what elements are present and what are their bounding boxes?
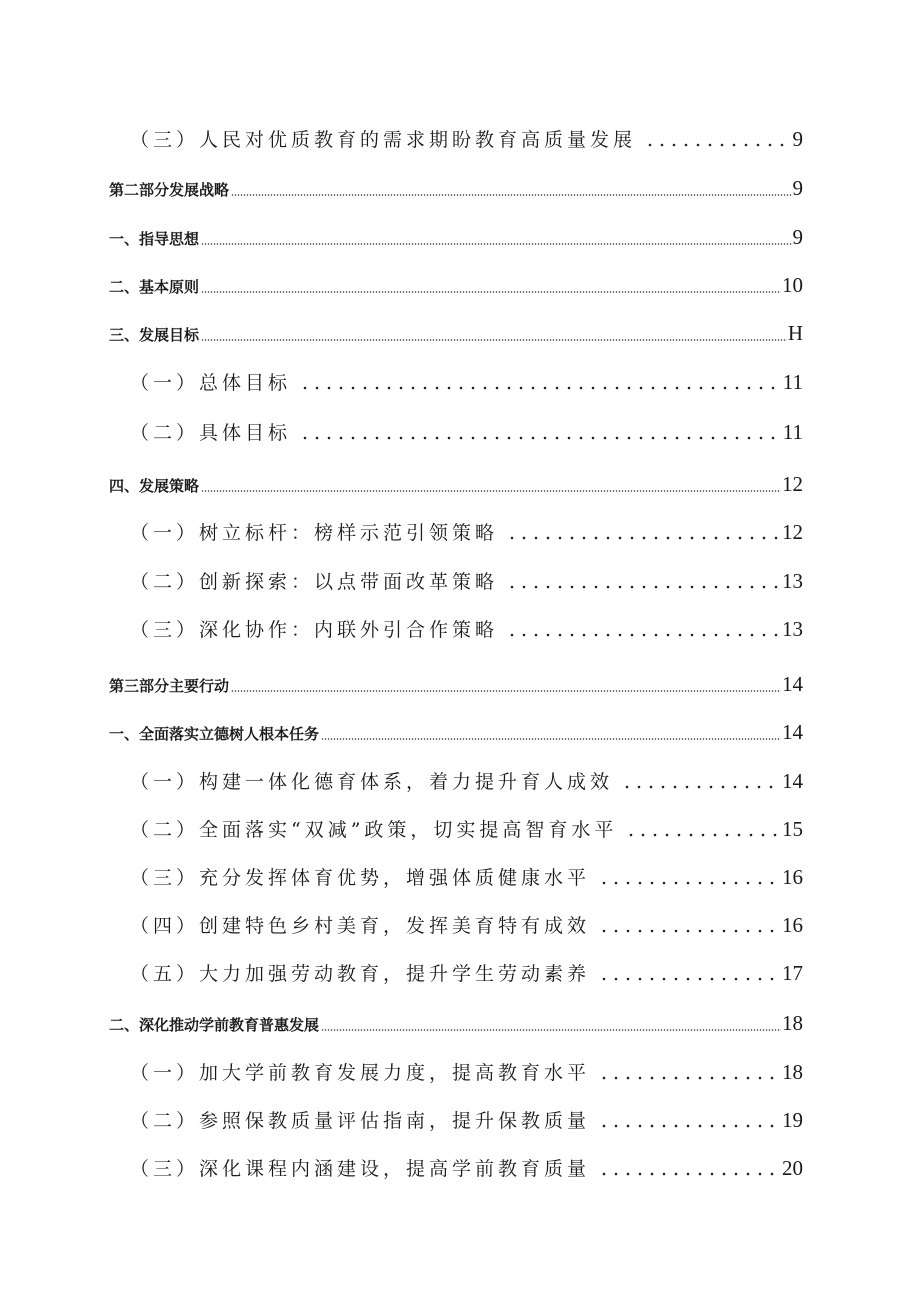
toc-entry-page: 14 [782, 672, 803, 696]
toc-entry-title: （五）大力加强劳动教育，提升学生劳动素养 [130, 963, 591, 985]
toc-entry-title: 三、发展目标 [109, 326, 200, 344]
dot-leader [299, 436, 779, 440]
toc-entry-title: 二、深化推动学前教育普惠发展 [109, 1016, 320, 1034]
toc-entry-page: 16 [782, 913, 803, 937]
dot-leader [598, 1172, 778, 1176]
toc-entry-title: （三）充分发挥体育优势，增强体质健康水平 [130, 867, 591, 889]
toc-entry-title: 二、基本原则 [109, 278, 200, 296]
dot-leader [299, 386, 779, 390]
toc-entry-page: 15 [782, 817, 803, 841]
toc-entry[interactable] [130, 1154, 803, 1181]
toc-entry[interactable] [109, 273, 803, 298]
toc-entry[interactable] [130, 125, 803, 152]
dot-leader [231, 194, 791, 196]
toc-entry-title: （三）人民对优质教育的需求期盼教育高质量发展 [130, 129, 637, 151]
dot-leader [621, 785, 778, 789]
dot-leader [321, 738, 781, 740]
toc-entry-title: （一）树立标杆：榜样示范引领策略 [130, 522, 499, 544]
toc-entry[interactable] [109, 1011, 803, 1036]
toc-entry-title: 第二部分发展战略 [109, 181, 230, 199]
dot-leader [231, 690, 781, 692]
toc-entry-page: 11 [782, 370, 803, 394]
toc-entry-title: （二）全面落实“双减”政策，切实提高智育水平 [130, 819, 618, 841]
toc-entry-page: 9 [792, 127, 803, 151]
toc-entry[interactable] [130, 1058, 803, 1085]
toc-entry[interactable] [130, 815, 803, 842]
toc-entry-title: 一、指导思想 [109, 230, 200, 248]
toc-entry-page: 17 [782, 961, 803, 985]
toc-entry[interactable] [130, 1106, 803, 1133]
toc-entry-page: 16 [782, 865, 803, 889]
toc-entry-page: 14 [782, 720, 803, 744]
toc-entry-title: （一）构建一体化德育体系，着力提升育人成效 [130, 771, 614, 793]
dot-leader [201, 339, 787, 341]
toc-entry-page: 10 [782, 273, 803, 297]
dot-leader [598, 1076, 778, 1080]
dot-leader [506, 536, 778, 540]
toc-entry-page: 20 [782, 1156, 803, 1180]
toc-entry-page: 12 [782, 472, 803, 496]
toc-entry[interactable] [130, 959, 803, 986]
toc-entry[interactable] [130, 567, 803, 594]
dot-leader [201, 243, 791, 245]
dot-leader [625, 833, 778, 837]
dot-leader [644, 143, 788, 147]
toc-entry[interactable] [130, 863, 803, 890]
toc-entry[interactable] [109, 225, 803, 250]
toc-entry-page: 14 [782, 769, 803, 793]
toc-entry-title: 第三部分主要行动 [109, 677, 230, 695]
dot-leader [598, 1124, 778, 1128]
dot-leader [598, 977, 778, 981]
dot-leader [201, 291, 781, 293]
dot-leader [321, 1029, 781, 1031]
toc-entry-page: 12 [782, 520, 803, 544]
toc-entry-page: 18 [782, 1011, 803, 1035]
toc-entry-title: （二）创新探索：以点带面改革策略 [130, 571, 499, 593]
toc-entry-title: （三）深化课程内涵建设，提高学前教育质量 [130, 1158, 591, 1180]
toc-entry[interactable] [130, 368, 803, 395]
toc-entry-title: 四、发展策略 [109, 477, 200, 495]
toc-entry[interactable] [130, 418, 803, 445]
toc-entry-page: 18 [782, 1060, 803, 1084]
toc-entry-title: （三）深化协作：内联外引合作策略 [130, 619, 499, 641]
toc-entry[interactable] [109, 672, 803, 697]
toc-entry-title: （二）参照保教质量评估指南，提升保教质量 [130, 1110, 591, 1132]
toc-entry-title: （一）加大学前教育发展力度，提高教育水平 [130, 1062, 591, 1084]
toc-entry-page: 11 [782, 420, 803, 444]
toc-entry[interactable] [130, 911, 803, 938]
toc-entry[interactable] [109, 472, 803, 497]
toc-entry[interactable] [109, 321, 803, 346]
toc-entry-page: 9 [792, 176, 803, 200]
dot-leader [506, 585, 778, 589]
toc-entry-page: H [787, 321, 803, 345]
toc-entry-page: 19 [782, 1108, 803, 1132]
toc-entry-title: （四）创建特色乡村美育，发挥美育特有成效 [130, 915, 591, 937]
toc-entry-page: 9 [792, 225, 803, 249]
toc-entry[interactable] [130, 767, 803, 794]
toc-entry[interactable] [109, 176, 803, 201]
dot-leader [598, 881, 778, 885]
dot-leader [506, 633, 778, 637]
toc-entry-page: 13 [782, 569, 803, 593]
toc-entry-page: 13 [782, 617, 803, 641]
toc-entry[interactable] [130, 615, 803, 642]
toc-entry[interactable] [130, 518, 803, 545]
toc-entry[interactable] [109, 720, 803, 745]
dot-leader [598, 929, 778, 933]
toc-entry-title: （二）具体目标 [130, 422, 292, 444]
toc-entry-title: （一）总体目标 [130, 372, 292, 394]
toc-entry-title: 一、全面落实立德树人根本任务 [109, 725, 320, 743]
dot-leader [201, 490, 781, 492]
